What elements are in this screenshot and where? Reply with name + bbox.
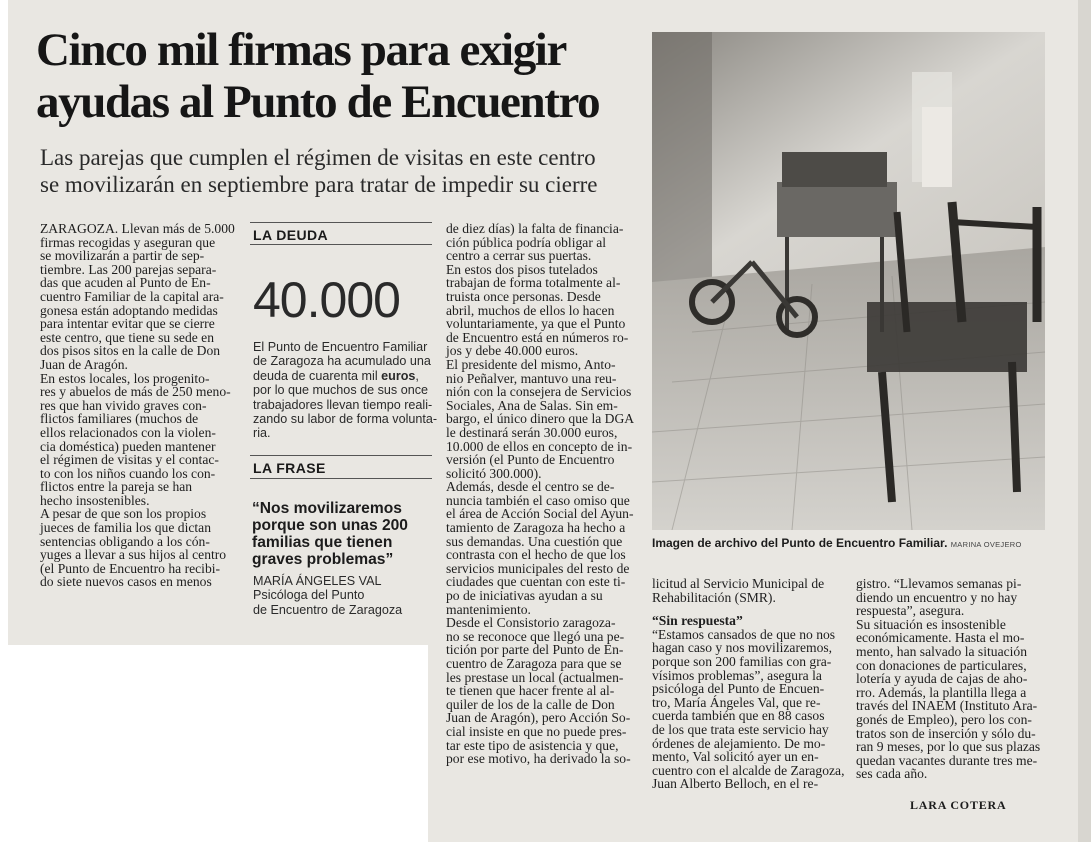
text-line: po de iniciativas ayudan a su xyxy=(446,588,603,604)
text-line: Juan de Aragón), pero Acción So- xyxy=(446,710,631,726)
text-line: porque son 200 familias con gra- xyxy=(652,653,832,669)
text-line: En estos dos pisos tutelados xyxy=(446,261,598,277)
text-line: tición por parte del Punto de En- xyxy=(446,642,624,658)
text-line: órdenes de alejamiento. De mo- xyxy=(652,735,826,751)
text-line: lotería y ayuda de cajas de aho- xyxy=(856,671,1028,687)
article-column-1 xyxy=(40,222,235,589)
sidebar-debt-heading: LA DEUDA xyxy=(253,227,329,243)
text-line: flictos entre la pareja se han xyxy=(40,479,193,495)
text-line: ción pública podría obligar al xyxy=(446,234,607,250)
text-line: “Estamos cansados de que no nos xyxy=(652,626,836,642)
text-line: truista once personas. Desde xyxy=(446,288,601,304)
col4-body xyxy=(652,628,844,791)
quote-line: “Nos movilizaremos xyxy=(252,500,402,517)
sidebar-rule xyxy=(250,244,432,245)
text-line: económicamente. Hasta el mo- xyxy=(856,630,1025,646)
text-line: hecho insostenibles. xyxy=(40,492,150,508)
text-line: ZARAGOZA. Llevan más de 5.000 xyxy=(40,221,235,236)
quote-author: MARÍA ÁNGELES VAL xyxy=(253,574,382,588)
headline xyxy=(36,24,599,128)
col4-line: licitud al Servicio Municipal de xyxy=(652,576,825,591)
text-line: sentencias obligando a los cón- xyxy=(40,533,210,549)
pull-quote xyxy=(252,500,408,568)
text-line: para intentar evitar que se cierre xyxy=(40,316,215,332)
quote-attribution xyxy=(253,574,402,617)
text-line: contrasta con el hecho de que los xyxy=(446,547,626,563)
text-line: cuentro de Zaragoza para que se xyxy=(446,656,622,671)
text-line: abril, muchos de ellos lo hacen xyxy=(446,302,615,318)
text-line: cuerda también que en 88 casos xyxy=(652,708,825,724)
text-line: Juan Alberto Belloch, en el re- xyxy=(652,776,819,792)
sidebar-rule xyxy=(250,478,432,479)
text-line: versión (el Punto de Encuentro xyxy=(446,452,615,468)
text-line: tamiento de Zaragoza ha hecho a xyxy=(446,520,626,536)
sidebar-rule xyxy=(250,222,432,223)
text-line: tiembre. Las 200 parejas separa- xyxy=(40,261,217,277)
text-line: el régimen de visitas y el contac- xyxy=(40,452,219,468)
subheadline-line: Las parejas que cumplen el régimen de visitas en este centro xyxy=(40,145,596,170)
article-column-3 xyxy=(446,222,634,766)
text-line: quedan vacantes durante tres me- xyxy=(856,752,1038,768)
text-line: solicitó 300.000). xyxy=(446,465,542,481)
text-line: firmas recogidas y aseguran que xyxy=(40,234,216,250)
debt-description xyxy=(253,340,437,441)
text-line: te tienen que hacer frente al al- xyxy=(446,683,615,699)
sidebar-quote-heading: LA FRASE xyxy=(253,460,326,476)
debt-line: ria. xyxy=(253,426,271,441)
text-line: mantenimiento. xyxy=(446,601,531,617)
text-line: mento, Val solicitó ayer un en- xyxy=(652,749,819,765)
quote-role-line: de Encuentro de Zaragoza xyxy=(253,602,403,617)
text-line: de diez días) la falta de financia- xyxy=(446,221,624,236)
text-line: trabajan de forma totalmente al- xyxy=(446,275,621,291)
text-line: nión con la consejera de Servicios xyxy=(446,384,632,400)
text-line: voluntariamente, ya que el Punto xyxy=(446,316,626,332)
text-line: to con los niños cuando los con- xyxy=(40,465,216,481)
text-line: gonés de Empleo), pero los con- xyxy=(856,711,1032,727)
text-line: mento, han salvado la situación xyxy=(856,643,1028,659)
text-line: res y abuelos de más de 250 meno- xyxy=(40,384,231,400)
debt-bold-suffix: , xyxy=(415,368,419,383)
text-line: Su situación es insostenible xyxy=(856,616,1006,632)
text-line: Desde el Consistorio zaragoza- xyxy=(446,615,616,631)
text-line: do siete nuevos casos en menos xyxy=(40,574,212,590)
headline-line: Cinco mil firmas para exigir xyxy=(36,24,566,76)
text-line: centro a cerrar sus puertas. xyxy=(446,248,592,264)
text-line: de los que trata este servicio hay xyxy=(652,721,829,737)
photo-illustration xyxy=(652,32,1045,530)
quote-role-line: Psicóloga del Punto xyxy=(253,588,365,603)
text-line: En estos locales, los progenito- xyxy=(40,370,210,386)
sidebar-rule xyxy=(250,455,432,456)
text-line: nuncia también el caso omiso que xyxy=(446,492,630,508)
debt-line: trabajadores llevan tiempo reali- xyxy=(253,397,433,412)
text-line: dos pisos sitos en la calle de Don xyxy=(40,343,221,359)
text-line: cial insiste en que no puede pres- xyxy=(446,723,627,739)
text-line: cia doméstica) pueden mantener xyxy=(40,438,216,454)
text-line: gistro. “Llevamos semanas pi- xyxy=(856,576,1022,591)
quote-line: familias que tienen xyxy=(252,534,393,551)
text-line: tar este tipo de asistencia y que, xyxy=(446,737,619,753)
text-line: psicóloga del Punto de Encuen- xyxy=(652,681,825,697)
photo-caption xyxy=(652,536,1022,550)
debt-bold-word: euros xyxy=(381,368,416,383)
text-line: través del INAEM (Instituto Ara- xyxy=(856,698,1038,714)
text-line: servicios municipales del resto de xyxy=(446,560,630,576)
text-line: de Encuentro está en números ro- xyxy=(446,329,629,345)
text-line: flictos familiares (muchos de xyxy=(40,411,199,427)
debt-line xyxy=(253,369,437,383)
text-line: Sociales, Ana de Salas. Sin em- xyxy=(446,397,618,413)
debt-line: por lo que muchos de sus once xyxy=(253,383,429,398)
text-line: no se reconoce que llegó una pe- xyxy=(446,628,625,644)
section-subtitle: “Sin respuesta” xyxy=(652,613,743,629)
text-line: tratos son de inserción y sólo du- xyxy=(856,725,1036,741)
col4-line: Rehabilitación (SMR). xyxy=(652,589,776,605)
text-line: gonesa están adoptando medidas xyxy=(40,302,218,318)
text-line: Juan de Aragón. xyxy=(40,356,128,372)
quote-line: porque son unas 200 xyxy=(252,517,408,534)
text-line: ciudades que cuentan con este ti- xyxy=(446,574,626,590)
text-line: por ese motivo, ha derivado la so- xyxy=(446,751,631,767)
archive-photo xyxy=(652,32,1045,530)
photo-credit: MARINA OVEJERO xyxy=(950,540,1022,549)
text-line: les prestase un local (actualmen- xyxy=(446,669,624,685)
text-line: jos y debe 40.000 euros. xyxy=(446,343,579,359)
quote-line: graves problemas” xyxy=(252,551,394,568)
text-line: jueces de familia los que dictan xyxy=(40,520,211,536)
text-line: se movilizarán a partir de sep- xyxy=(40,248,205,264)
subheadline-line: se movilizarán en septiembre para tratar de impedir su cierre xyxy=(40,172,598,197)
text-line: ran 9 meses, por lo que sus plazas xyxy=(856,739,1041,755)
text-line: el área de Acción Social del Ayun- xyxy=(446,506,634,522)
byline: LARA COTERA xyxy=(910,798,1007,812)
text-line: cuentro Familiar de la capital ara- xyxy=(40,288,224,304)
text-line: quiler de los de la calle de Don xyxy=(446,696,615,712)
text-line: cuentro con el alcalde de Zaragoza, xyxy=(652,762,845,778)
debt-amount: 40.000 xyxy=(253,272,400,328)
debt-line-text: deuda de cuarenta mil xyxy=(253,368,382,383)
text-line: le destinará serán 30.000 euros, xyxy=(446,424,618,440)
debt-line: zando su labor de forma volunta- xyxy=(253,412,438,427)
caption-text: Imagen de archivo del Punto de Encuentro Familiar. xyxy=(652,536,948,550)
text-line: nio Peñalver, mantuvo una reu- xyxy=(446,370,617,386)
text-line: El presidente del mismo, Anto- xyxy=(446,356,616,372)
text-line: vísimos problemas”, asegura la xyxy=(652,667,822,683)
text-line: (el Punto de Encuentro ha recibi- xyxy=(40,560,221,576)
text-line: yuges a llevar a sus hijos al centro xyxy=(40,547,227,563)
scan-edge xyxy=(1078,0,1091,842)
text-line: das que acuden al Punto de En- xyxy=(40,275,211,291)
text-line: res que han vivido graves con- xyxy=(40,397,207,413)
text-line: respuesta”, asegura. xyxy=(856,603,965,619)
text-line: con donaciones de particulares, xyxy=(856,657,1027,673)
text-line: diendo un encuentro y no hay xyxy=(856,589,1018,605)
text-line: ellos relacionados con la violen- xyxy=(40,424,216,440)
subheadline xyxy=(40,144,598,198)
text-line: rro. Además, la plantilla llega a xyxy=(856,684,1027,700)
text-line: sus demandas. Una cuestión que xyxy=(446,533,623,549)
text-line: A pesar de que son los propios xyxy=(40,506,207,522)
headline-line: ayudas al Punto de Encuentro xyxy=(36,76,600,128)
text-line: hagan caso y nos movilizaremos, xyxy=(652,640,833,656)
debt-line: de Zaragoza ha acumulado una xyxy=(253,354,431,369)
text-line: este centro, que tiene su sede en xyxy=(40,329,215,345)
text-line: Además, desde el centro se de- xyxy=(446,479,615,495)
text-line: 10.000 de ellos en concepto de in- xyxy=(446,438,633,454)
article-column-5 xyxy=(856,577,1040,781)
text-line: ses cada año. xyxy=(856,766,928,782)
text-line: bargo, el único dinero que la DGA xyxy=(446,411,635,427)
text-line: tro, María Ángeles Val, que re- xyxy=(652,694,821,710)
debt-line: El Punto de Encuentro Familiar xyxy=(253,340,428,354)
article-column-4 xyxy=(652,577,844,791)
